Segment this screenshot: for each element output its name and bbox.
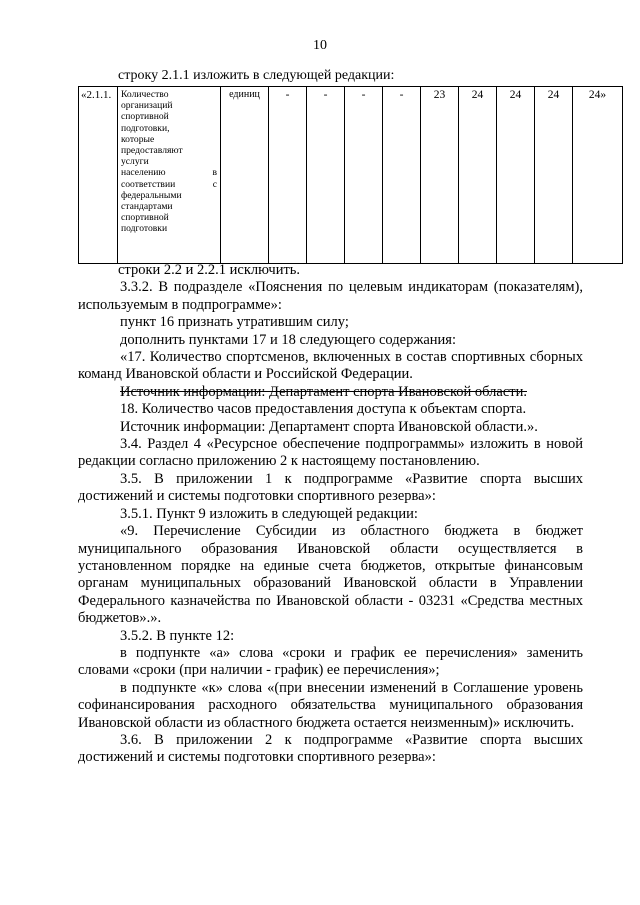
paragraph-struck: Источник информации: Департамент спорта Ивановской области. (120, 383, 527, 400)
row-code: «2.1.1. (79, 87, 118, 264)
paragraph: 3.5.1. Пункт 9 изложить в следующей редакции: (120, 505, 418, 522)
row-value: 23 (421, 87, 459, 264)
paragraph: «9. Перечисление Субсидии из областного бюджета в бюджет муниципального образования Ивановской области осуществляется в установленном порядке на единые счета бюджетов, открытые финансовым органам муниципальных образований Ивановской области в Управлении Федерального казначейства по Ивановской области - 03231 «Средства местных бюджетов».». (78, 523, 583, 627)
paragraph: Источник информации: Департамент спорта Ивановской области.». (120, 418, 538, 435)
name-line: подготовки (121, 223, 168, 235)
name-line: спортивной (121, 111, 169, 123)
name-word: соответствии (121, 178, 176, 190)
table-row (79, 87, 623, 264)
paragraph: в подпункте «а» слова «сроки и график ее перечисления» заменить словами «сроки (при наличии - график) ее перечисления»; (78, 644, 583, 679)
row-value: - (269, 87, 307, 264)
name-line: предоставляют (121, 145, 183, 157)
name-line: организаций (121, 100, 173, 112)
document-body (78, 262, 583, 767)
paragraph: дополнить пунктами 17 и 18 следующего содержания: (120, 331, 456, 348)
name-line: подготовки, (121, 122, 170, 134)
name-line-justified (121, 167, 217, 178)
page-number: 10 (313, 38, 327, 53)
paragraph: 3.4. Раздел 4 «Ресурсное обеспечение подпрограммы» изложить в новой редакции согласно приложению 2 к настоящему постановлению. (78, 436, 583, 470)
row-value: 24 (497, 87, 535, 264)
name-line-justified (121, 179, 217, 190)
name-word: в (212, 167, 217, 179)
row-name-cell (118, 87, 221, 264)
row-value: 24 (459, 87, 497, 264)
name-line: стандартами (121, 201, 173, 213)
paragraph: строки 2.2 и 2.2.1 исключить. (118, 262, 301, 278)
row-value: - (307, 87, 345, 264)
intro-line: строку 2.1.1 изложить в следующей редакции: (118, 68, 395, 83)
row-value: 24» (573, 87, 623, 264)
paragraph: «17. Количество спортсменов, включенных в состав спортивных сборных команд Ивановской области и Российской Федерации. (78, 349, 583, 383)
paragraph: 3.5.2. В пункте 12: (120, 627, 235, 644)
name-line: Количество (121, 89, 169, 100)
paragraph: в подпункте «к» слова «(при внесении изменений в Соглашение уровень софинансирования расходного обязательства муниципального образования Ивановской области из областного бюджета остается неизменным)» исключить. (78, 679, 583, 731)
paragraph: 3.5. В приложении 1 к подпрограмме «Развитие спорта высших достижений и системы подготовки спортивного резерва»: (78, 470, 583, 505)
name-line: услуги (121, 156, 149, 168)
name-word: населению (121, 167, 166, 179)
paragraph: 18. Количество часов предоставления доступа к объектам спорта. (120, 401, 527, 418)
name-line: спортивной (121, 212, 169, 224)
name-line: федеральными (121, 189, 182, 201)
paragraph: 3.3.2. В подразделе «Пояснения по целевым индикаторам (показателям), используемым в подпрограмме»: (78, 279, 583, 313)
paragraph: пункт 16 признать утратившим силу; (120, 314, 349, 331)
name-line: которые (121, 133, 155, 145)
row-value: 24 (535, 87, 573, 264)
row-value: - (345, 87, 383, 264)
row-unit: единиц (221, 87, 269, 264)
row-value: - (383, 87, 421, 264)
paragraph: 3.6. В приложении 2 к подпрограмме «Развитие спорта высших достижений и системы подготовки спортивного резерва»: (78, 731, 583, 766)
indicator-row-table (78, 86, 623, 264)
name-word: с (212, 178, 217, 190)
